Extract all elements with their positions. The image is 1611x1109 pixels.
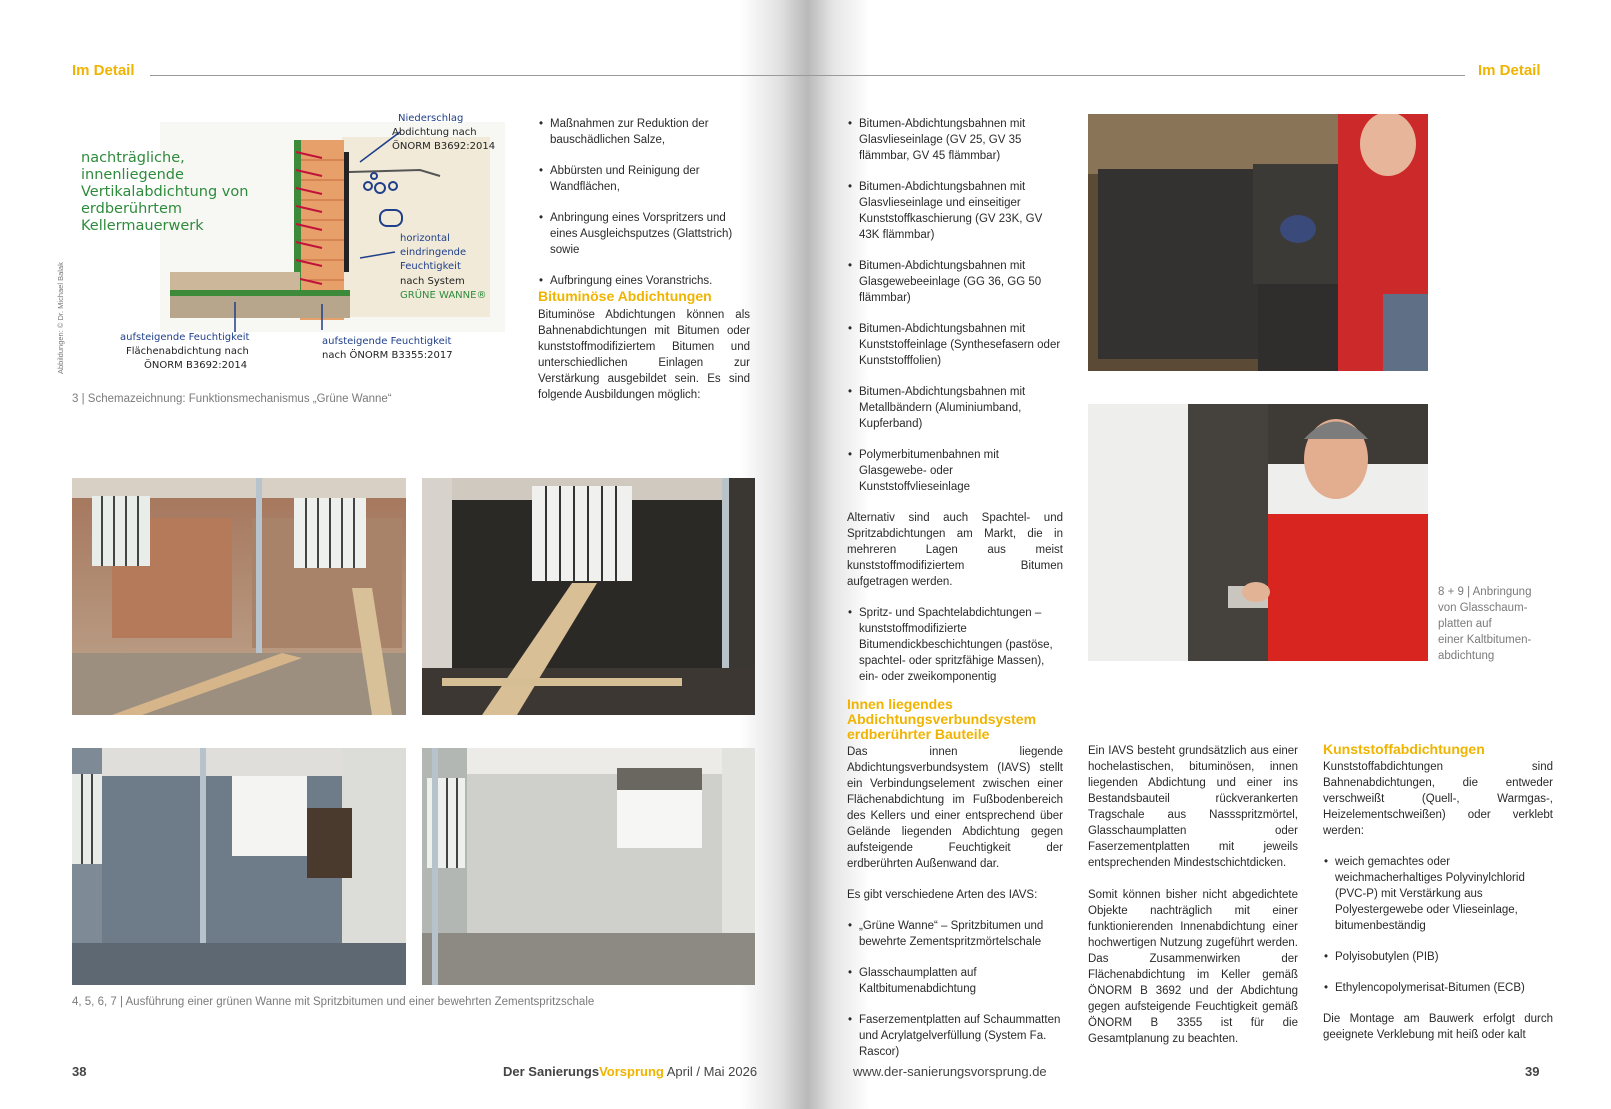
caption-line: platten auf — [1438, 618, 1492, 630]
label-onorm-3692-top: ÖNORM B3692:2014 — [392, 141, 496, 152]
label-horizontal — [400, 232, 466, 274]
photo-5-bitumen-coated — [422, 478, 755, 715]
diagram-title — [81, 150, 248, 235]
diagram-title-line: nachträgliche, — [81, 150, 185, 166]
measures-list — [538, 116, 744, 289]
magazine-title — [503, 1064, 757, 1079]
label-horizontal-line: Feuchtigkeit — [400, 261, 461, 272]
caption-line: abdichtung — [1438, 650, 1495, 662]
list-item: • Polymerbitumenbahnen mit Glasgewebe- oder Kunststoffvlieseinlage — [847, 447, 1063, 495]
list-item: • Bitumen-Abdichtungsbahnen mit Glasvlieseinlage und einseitiger Kunststoffkaschierung (GV 23K, GV 43K flämmbar) — [847, 179, 1063, 243]
heading-bituminoese: Bituminöse Abdichtungen — [538, 288, 712, 304]
caption-figure-3: 3 | Schemazeichnung: Funktionsmechanismus „Grüne Wanne“ — [72, 393, 392, 405]
page-number-right: 39 — [1525, 1064, 1540, 1079]
list-item: • Polyisobutylen (PIB) — [1323, 949, 1553, 965]
iavs-types-list — [847, 918, 1063, 1060]
list-item: • Ethylencopolymerisat-Bitumen (ECB) — [1323, 980, 1553, 996]
list-item: • Abbürsten und Reinigung der Wandflächen, — [538, 163, 744, 195]
paragraph-iavs: Das innen liegende Abdichtungsverbundsystem (IAVS) stellt ein Verbindungselement zwischen einer Flächenabdichtung im Fußbodenbereich des Kellers und einer entsprechend über Gelände liegenden Abdichtung gegen aufsteigende Feuchtigkeit der erdberührten Außenwand dar. — [847, 746, 1063, 870]
column-2 — [538, 116, 744, 304]
label-niederschlag: Niederschlag — [398, 113, 464, 124]
heading-iavs: Innen liegendes Abdichtungsverbundsystem erdberührter Bauteile — [847, 696, 1037, 742]
diagram-floor-sealing — [170, 290, 350, 296]
list-item: • Maßnahmen zur Reduktion der bauschädlichen Salze, — [538, 116, 744, 148]
label-horizontal-line: horizontal — [400, 233, 450, 244]
list-item: • weich gemachtes oder weichmacherhaltiges Polyvinylchlorid (PVC-P) mit Verstärkung aus Polyestergewebe oder Vlieseinlage, bitumenbeständig — [1323, 854, 1553, 934]
list-item: • Bitumen-Abdichtungsbahnen mit Glasgewebeeinlage (GG 36, GG 50 flämmbar) — [847, 258, 1063, 306]
section-label-right: Im Detail — [1478, 62, 1541, 79]
magazine-issue: April / Mai 2026 — [663, 1064, 758, 1079]
list-item: • Anbringung eines Vorspritzers und eines Ausgleichsputzes (Glattstrich) sowie — [538, 210, 744, 258]
label-abdichtung-nach: Abdichtung nach — [392, 127, 477, 138]
label-onorm-3355: nach ÖNORM B3355:2017 — [322, 350, 453, 361]
diagram-title-line: innenliegende — [81, 167, 184, 183]
bitumen-types-list — [847, 116, 1063, 495]
column-4 — [1088, 743, 1298, 1047]
label-aufsteigend-left: aufsteigende Feuchtigkeit — [120, 332, 250, 343]
photo-4-brick-cellar — [72, 478, 406, 715]
kunststoff-list — [1323, 854, 1553, 996]
label-onorm-3692-bottom: ÖNORM B3692:2014 — [144, 360, 248, 371]
caption-figures-8-9 — [1438, 584, 1578, 664]
section-label-left: Im Detail — [72, 62, 135, 79]
photo-9-plate-application — [1088, 404, 1428, 661]
spritz-list — [847, 605, 1063, 685]
list-item: • Bitumen-Abdichtungsbahnen mit Kunststoffeinlage (Synthesefasern oder Kunststofffolien) — [847, 321, 1063, 369]
diagram-outer-sealing — [344, 152, 349, 272]
paragraph-alternativ: Alternativ sind auch Spachtel- und Spritzabdichtungen am Markt, die in mehreren Lagen aus meist kunststoffmodifiziertem Bitumen aufgetragen werden. — [847, 512, 1063, 588]
diagram-foundation — [170, 296, 350, 318]
list-item: • „Grüne Wanne“ – Spritzbitumen und bewehrte Zementspritzmörtelschale — [847, 918, 1063, 950]
label-horizontal-line: eindringende — [400, 247, 467, 258]
label-aufsteigend-right: aufsteigende Feuchtigkeit — [322, 336, 452, 347]
column-3 — [847, 116, 1063, 1075]
list-item: • Bitumen-Abdichtungsbahnen mit Metallbändern (Aluminiumband, Kupferband) — [847, 384, 1063, 432]
header-rule — [150, 75, 1465, 76]
page-number-left: 38 — [72, 1064, 87, 1079]
heading-kunststoff: Kunststoffabdichtungen — [1323, 741, 1485, 757]
paragraph-iavs-aufbau: Ein IAVS besteht grundsätzlich aus einer hochelastischen, bituminösen, innen liegenden Abdichtung und einer ins Bestandsbauteil rückverankerten Tragschale aus Nassspritzmörtel, Glasschaumplatten oder Faserzementplatten mit jeweils entsprechenden Mindestschichtdicken. — [1088, 745, 1298, 869]
diagram-inner-sealing — [294, 140, 301, 295]
paragraph-iavs-nutzung: Somit können bisher nicht abgedichtete Objekte nachträglich mit einer funktionierenden Innenabdichtung einer hochwertigen Nutzung zugeführt werden. Das Zusammenwirken der Flächenabdichtung im Keller gemäß ÖNORM B 3692 und der Abdichtung gegen aufsteigende Feuchtigkeit gemäß ÖNORM B 3355 ist für die Gesamtplanung zu beachten. — [1088, 889, 1298, 1045]
list-item: • Glasschaumplatten auf Kaltbitumenabdichtung — [847, 965, 1063, 997]
caption-figures-4-7: 4, 5, 6, 7 | Ausführung einer grünen Wanne mit Spritzbitumen und einer bewehrten Zementspritzschale — [72, 996, 595, 1008]
photo-7-plastered-room — [422, 748, 755, 985]
list-item: • Faserzementplatten auf Schaummatten und Acrylatgelverfüllung (System Fa. Rascor) — [847, 1012, 1063, 1060]
column-5 — [1323, 742, 1553, 1043]
label-flaechenabdichtung: Flächenabdichtung nach — [126, 346, 249, 357]
photo-6-grey-wall — [72, 748, 406, 985]
caption-line: von Glasschaum- — [1438, 602, 1528, 614]
image-credit-wrapper — [56, 262, 66, 494]
diagram-title-line: erdberührtem — [81, 201, 182, 217]
magazine-name: Der Sanierungs — [503, 1064, 600, 1079]
diagram-title-line: Vertikalabdichtung von — [81, 184, 249, 200]
paragraph-montage: Die Montage am Bauwerk erfolgt durch geeignete Verklebung mit heiß oder kalt — [1323, 1013, 1553, 1041]
website-url[interactable]: www.der-sanierungsvorsprung.de — [853, 1064, 1047, 1079]
paragraph-bituminoese: Bituminöse Abdichtungen können als Bahnenabdichtungen mit Bitumen oder kunststoffmodifiziertem Bitumen und unterschiedlichen Einlagen zur Verstärkung ausgebildet sein. Es sind folgende Ausbildungen möglich: — [538, 309, 750, 401]
image-credit: Abbildungen: © Dr. Michael Balak — [56, 262, 65, 374]
list-item: • Bitumen-Abdichtungsbahnen mit Glasvlieseinlage (GV 25, GV 35 flämmbar, GV 45 flämmbar) — [847, 116, 1063, 164]
magazine-name-highlight: Vorsprung — [599, 1064, 664, 1079]
label-gruene-wanne: GRÜNE WANNE® — [400, 290, 487, 301]
caption-line: 8 + 9 | Anbringung — [1438, 586, 1532, 598]
list-item: • Aufbringung eines Voranstrichs. — [538, 273, 744, 289]
diagram-gruene-wanne — [60, 112, 510, 377]
caption-line: einer Kaltbitumen- — [1438, 634, 1532, 646]
paragraph-arten: Es gibt verschiedene Arten des IAVS: — [847, 889, 1038, 901]
label-nach-system: nach System — [400, 276, 465, 287]
diagram-title-line: Kellermauerwerk — [81, 218, 204, 234]
photo-8-foam-plates — [1088, 114, 1428, 371]
list-item: • Spritz- und Spachtelabdichtungen – kunststoffmodifizierte Bitumendickbeschichtungen (pastöse, spachtel- oder spritzfähige Massen), ein- oder zweikomponentig — [847, 605, 1063, 685]
paragraph-kunststoff: Kunststoffabdichtungen sind Bahnenabdichtungen, die entweder verschweißt (Quell-, Warmgas-, Heizelementschweißen) oder verklebt werden: — [1323, 761, 1553, 837]
